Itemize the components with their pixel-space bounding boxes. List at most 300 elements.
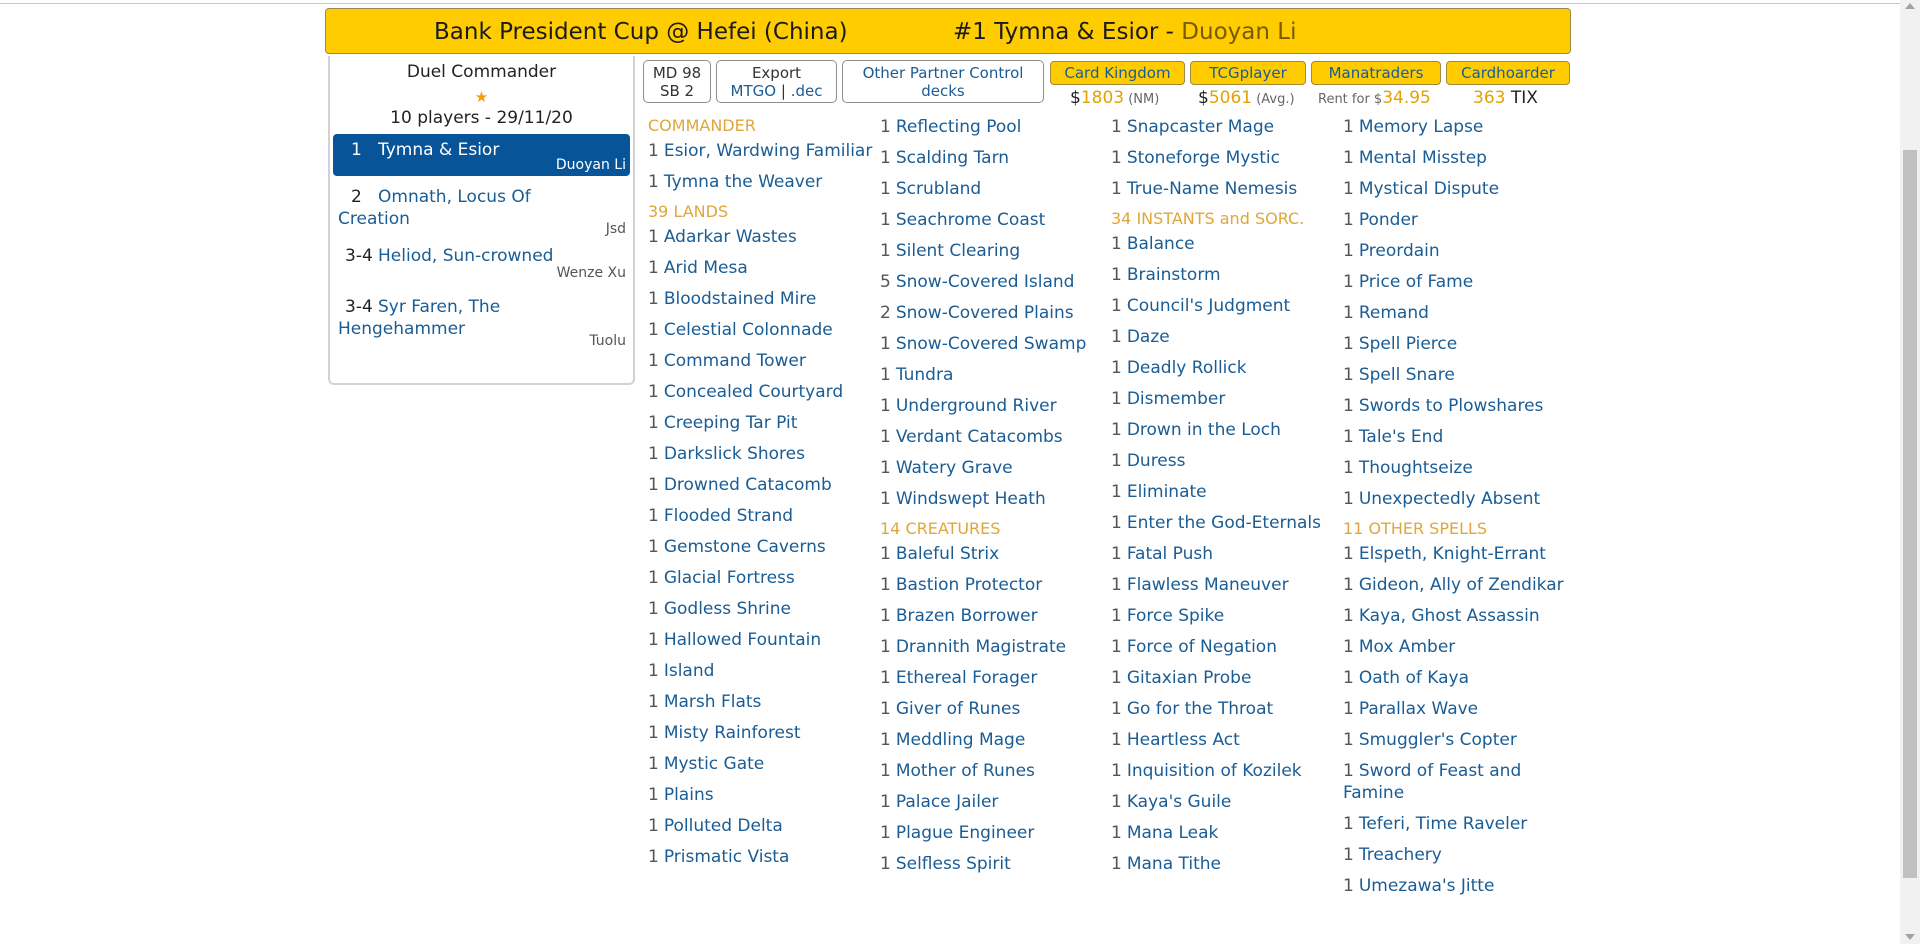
event-title[interactable]: Bank President Cup @ Hefei (China) [434, 19, 848, 45]
card-name[interactable]: Selfless Spirit [895, 854, 1011, 874]
export-label: Export [751, 64, 802, 82]
standing-pilot: Wenze Xu [556, 265, 626, 281]
card-entry[interactable] [648, 598, 876, 620]
card-quantity: 1 [1111, 699, 1122, 719]
card-name[interactable]: Gitaxian Probe [1126, 668, 1252, 688]
sideboard-count: SB 2 [659, 82, 695, 100]
decklist-column-1 [648, 116, 876, 877]
card-entry[interactable] [1343, 844, 1571, 866]
card-name[interactable]: Parallax Wave [1358, 699, 1479, 719]
card-quantity: 1 [648, 816, 659, 836]
card-entry[interactable] [648, 784, 876, 806]
card-quantity: 1 [648, 413, 659, 433]
card-entry[interactable] [1343, 636, 1571, 658]
event-panel [328, 56, 635, 385]
card-entry[interactable] [648, 226, 876, 248]
card-name[interactable]: Brainstorm [1126, 265, 1221, 285]
card-name[interactable]: Tymna the Weaver [663, 172, 823, 192]
card-quantity: 1 [880, 792, 891, 812]
card-entry[interactable] [880, 271, 1108, 293]
price-amount: 5061 [1208, 88, 1253, 108]
card-entry[interactable] [880, 760, 1108, 782]
card-entry[interactable] [1343, 333, 1571, 355]
card-entry[interactable] [1343, 147, 1571, 169]
card-entry[interactable] [1111, 388, 1339, 410]
card-entry[interactable] [648, 722, 876, 744]
card-name[interactable]: Daze [1126, 327, 1170, 347]
card-entry[interactable] [1111, 233, 1339, 255]
price-suffix: (NM) [1124, 92, 1160, 107]
tcgplayer-price [1198, 88, 1295, 108]
card-quantity: 1 [1111, 234, 1122, 254]
price-amount: 363 [1473, 88, 1506, 108]
card-quantity: 1 [880, 606, 891, 626]
card-entry[interactable] [1111, 295, 1339, 317]
card-entry[interactable] [648, 412, 876, 434]
card-quantity: 1 [880, 854, 891, 874]
card-quantity: 1 [1111, 544, 1122, 564]
card-entry[interactable] [880, 698, 1108, 720]
card-entry[interactable] [1343, 813, 1571, 835]
card-quantity: 1 [880, 458, 891, 478]
card-quantity: 1 [880, 823, 891, 843]
card-name[interactable]: Island [663, 661, 715, 681]
card-name[interactable]: Smuggler's Copter [1358, 730, 1517, 750]
card-entry[interactable] [1343, 760, 1571, 804]
card-entry[interactable] [648, 846, 876, 868]
card-name[interactable]: Misty Rainforest [663, 723, 801, 743]
card-name[interactable]: Heartless Act [1126, 730, 1240, 750]
standing-deck[interactable]: Heliod, Sun-crowned [378, 246, 554, 266]
card-entry[interactable] [1111, 178, 1339, 200]
card-quantity: 1 [1111, 575, 1122, 595]
card-name[interactable]: Scrubland [895, 179, 982, 199]
card-name[interactable]: Inquisition of Kozilek [1126, 761, 1302, 781]
scroll-up-arrow-icon[interactable] [1905, 3, 1915, 9]
player-name[interactable]: Duoyan Li [1181, 19, 1297, 45]
card-name[interactable]: Snapcaster Mage [1126, 117, 1275, 137]
card-entry[interactable] [648, 288, 876, 310]
card-entry[interactable] [1343, 302, 1571, 324]
card-quantity: 1 [1343, 845, 1354, 865]
card-entry[interactable] [880, 853, 1108, 875]
standing-rank: 3-4 [345, 246, 373, 266]
card-quantity: 1 [1111, 420, 1122, 440]
card-name[interactable]: Fatal Push [1126, 544, 1214, 564]
card-quantity: 1 [1343, 668, 1354, 688]
card-name[interactable]: Giver of Runes [895, 699, 1021, 719]
card-quantity: 1 [1343, 606, 1354, 626]
card-name[interactable]: Polluted Delta [663, 816, 783, 836]
card-entry[interactable] [1111, 760, 1339, 782]
card-name[interactable]: Mystic Gate [663, 754, 765, 774]
card-name[interactable]: Watery Grave [895, 458, 1013, 478]
card-entry[interactable] [1343, 395, 1571, 417]
card-entry[interactable] [1343, 875, 1571, 897]
card-quantity: 1 [648, 568, 659, 588]
card-entry[interactable] [880, 667, 1108, 689]
card-kingdom-button[interactable]: Card Kingdom [1050, 61, 1185, 85]
card-name[interactable]: Spell Pierce [1358, 334, 1458, 354]
card-entry[interactable] [1111, 853, 1339, 875]
card-entry[interactable] [1111, 822, 1339, 844]
card-name[interactable]: Plains [663, 785, 714, 805]
card-name[interactable]: Remand [1358, 303, 1429, 323]
card-quantity: 1 [880, 117, 891, 137]
card-name[interactable]: Snow-Covered Island [895, 272, 1075, 292]
event-star-icon: ★ [474, 88, 489, 106]
card-entry[interactable] [1343, 729, 1571, 751]
card-name[interactable]: Dismember [1126, 389, 1226, 409]
card-name[interactable]: Plague Engineer [895, 823, 1035, 843]
card-entry[interactable] [648, 536, 876, 558]
card-name[interactable]: Force Spike [1126, 606, 1225, 626]
card-name[interactable]: Enter the God-Eternals [1126, 513, 1321, 533]
card-name[interactable]: Drowned Catacomb [663, 475, 832, 495]
card-name[interactable]: Mental Misstep [1358, 148, 1487, 168]
card-entry[interactable] [1343, 543, 1571, 565]
card-name[interactable]: Ponder [1358, 210, 1418, 230]
card-name[interactable]: Flooded Strand [663, 506, 794, 526]
standing-rank: 1 [351, 140, 362, 160]
card-name[interactable]: Swords to Plowshares [1358, 396, 1544, 416]
card-name[interactable]: Mana Tithe [1126, 854, 1221, 874]
card-name[interactable]: Reflecting Pool [895, 117, 1022, 137]
card-entry[interactable] [1343, 698, 1571, 720]
card-quantity: 1 [1343, 699, 1354, 719]
card-name[interactable]: Go for the Throat [1126, 699, 1274, 719]
card-name[interactable]: Mother of Runes [895, 761, 1035, 781]
card-name[interactable]: Memory Lapse [1358, 117, 1484, 137]
card-name[interactable]: Drannith Magistrate [895, 637, 1067, 657]
card-entry[interactable] [648, 319, 876, 341]
card-entry[interactable] [648, 691, 876, 713]
card-name[interactable]: Snow-Covered Swamp [895, 334, 1087, 354]
card-entry[interactable] [1343, 364, 1571, 386]
card-entry[interactable] [1111, 636, 1339, 658]
card-quantity: 1 [1343, 272, 1354, 292]
scroll-down-arrow-icon[interactable] [1905, 934, 1915, 940]
card-entry[interactable] [880, 240, 1108, 262]
card-quantity: 1 [1343, 303, 1354, 323]
card-quantity: 1 [1111, 117, 1122, 137]
card-entry[interactable] [1111, 698, 1339, 720]
card-entry[interactable] [880, 426, 1108, 448]
card-entry[interactable] [648, 660, 876, 682]
card-entry[interactable] [880, 178, 1108, 200]
deck-title [953, 19, 1296, 45]
card-name[interactable]: Balance [1126, 234, 1195, 254]
card-entry[interactable] [648, 140, 876, 162]
card-name[interactable]: Council's Judgment [1126, 296, 1291, 316]
card-entry[interactable] [880, 364, 1108, 386]
manatraders-price [1318, 88, 1431, 108]
card-quantity: 1 [648, 382, 659, 402]
card-entry[interactable] [1343, 605, 1571, 627]
card-entry[interactable] [648, 171, 876, 193]
other-partner-decks-button[interactable]: Other Partner Control decks [842, 60, 1044, 103]
card-quantity: 1 [880, 761, 891, 781]
card-entry[interactable] [1111, 116, 1339, 138]
card-quantity: 1 [648, 320, 659, 340]
card-name[interactable]: Mystical Dispute [1358, 179, 1500, 199]
card-name[interactable]: Underground River [895, 396, 1057, 416]
card-quantity: 1 [648, 754, 659, 774]
card-entry[interactable] [1343, 457, 1571, 479]
card-kingdom-price [1070, 88, 1159, 108]
card-quantity: 1 [1343, 575, 1354, 595]
card-entry[interactable] [880, 543, 1108, 565]
card-entry[interactable] [1111, 147, 1339, 169]
card-name[interactable]: Kaya, Ghost Assassin [1358, 606, 1540, 626]
deck-label: #1 Tymna & Esior - [953, 19, 1182, 45]
card-name[interactable]: Hallowed Fountain [663, 630, 822, 650]
card-quantity: 5 [880, 272, 891, 292]
card-quantity: 1 [648, 444, 659, 464]
card-name[interactable]: Deadly Rollick [1126, 358, 1247, 378]
card-name[interactable]: Preordain [1358, 241, 1440, 261]
card-name[interactable]: Tundra [895, 365, 954, 385]
card-name[interactable]: Baleful Strix [895, 544, 1000, 564]
card-name[interactable]: Palace Jailer [895, 792, 999, 812]
card-entry[interactable] [648, 350, 876, 372]
card-quantity: 1 [1343, 876, 1354, 896]
export-mtgo-link[interactable]: MTGO [730, 82, 777, 100]
card-entry[interactable] [648, 505, 876, 527]
price-prefix: $ [1198, 88, 1209, 108]
standing-row[interactable] [333, 182, 630, 238]
card-name[interactable]: Oath of Kaya [1358, 668, 1470, 688]
card-name[interactable]: Adarkar Wastes [663, 227, 797, 247]
event-players-date: 10 players - 29/11/20 [390, 108, 573, 128]
cardhoarder-button[interactable]: Cardhoarder [1446, 61, 1570, 85]
card-quantity: 1 [648, 630, 659, 650]
card-entry[interactable] [1111, 605, 1339, 627]
section-header: 14 CREATURES [880, 519, 1001, 538]
card-name[interactable]: Brazen Borrower [895, 606, 1038, 626]
card-name[interactable]: Snow-Covered Plains [895, 303, 1074, 323]
card-entry[interactable] [1111, 512, 1339, 534]
card-name[interactable]: Prismatic Vista [663, 847, 790, 867]
card-entry[interactable] [1111, 481, 1339, 503]
card-entry[interactable] [1343, 667, 1571, 689]
card-quantity: 1 [880, 637, 891, 657]
card-entry[interactable] [1343, 209, 1571, 231]
card-entry[interactable] [880, 333, 1108, 355]
event-format: Duel Commander [406, 62, 557, 82]
card-quantity: 1 [648, 351, 659, 371]
card-name[interactable]: Verdant Catacombs [895, 427, 1063, 447]
card-quantity: 1 [880, 334, 891, 354]
card-name[interactable]: Flawless Maneuver [1126, 575, 1289, 595]
card-quantity: 2 [880, 303, 891, 323]
standing-deck[interactable]: Tymna & Esior [378, 140, 500, 160]
card-name[interactable]: Celestial Colonnade [663, 320, 833, 340]
card-entry[interactable] [1111, 574, 1339, 596]
card-name[interactable]: True-Name Nemesis [1126, 179, 1298, 199]
card-quantity: 1 [1111, 482, 1122, 502]
card-name[interactable]: Teferi, Time Raveler [1358, 814, 1528, 834]
card-quantity: 1 [880, 427, 891, 447]
card-name[interactable]: Mana Leak [1126, 823, 1219, 843]
card-entry[interactable] [648, 753, 876, 775]
card-name[interactable]: Stoneforge Mystic [1126, 148, 1280, 168]
card-quantity: 1 [1343, 210, 1354, 230]
page-top-border [0, 3, 1900, 4]
card-entry[interactable] [880, 605, 1108, 627]
card-entry[interactable] [1343, 240, 1571, 262]
card-entry[interactable] [1111, 264, 1339, 286]
card-quantity: 1 [648, 258, 659, 278]
card-name[interactable]: Creeping Tar Pit [663, 413, 798, 433]
card-name[interactable]: Unexpectedly Absent [1358, 489, 1541, 509]
card-name[interactable]: Tale's End [1358, 427, 1444, 447]
card-entry[interactable] [880, 729, 1108, 751]
card-quantity: 1 [648, 289, 659, 309]
export-box [716, 60, 837, 103]
scroll-thumb[interactable] [1903, 150, 1917, 878]
card-entry[interactable] [648, 567, 876, 589]
card-name[interactable]: Gideon, Ally of Zendikar [1358, 575, 1564, 595]
card-name[interactable]: Eliminate [1126, 482, 1207, 502]
card-entry[interactable] [648, 381, 876, 403]
card-entry[interactable] [1111, 543, 1339, 565]
card-name[interactable]: Bloodstained Mire [663, 289, 817, 309]
card-quantity: 1 [1111, 668, 1122, 688]
card-quantity: 1 [648, 475, 659, 495]
card-name[interactable]: Force of Negation [1126, 637, 1277, 657]
cardhoarder-price [1473, 88, 1538, 108]
standing-row[interactable] [333, 134, 630, 176]
card-name[interactable]: Gemstone Caverns [663, 537, 826, 557]
card-name[interactable]: Thoughtseize [1358, 458, 1473, 478]
card-entry[interactable] [880, 116, 1108, 138]
card-quantity: 1 [880, 699, 891, 719]
card-quantity: 1 [1111, 296, 1122, 316]
card-entry[interactable] [648, 815, 876, 837]
export-dec-link[interactable]: .dec [790, 82, 823, 100]
card-name[interactable]: Concealed Courtyard [663, 382, 844, 402]
card-quantity: 1 [1343, 179, 1354, 199]
card-name[interactable]: Drown in the Loch [1126, 420, 1281, 440]
card-name[interactable]: Arid Mesa [663, 258, 748, 278]
card-entry[interactable] [648, 474, 876, 496]
card-entry[interactable] [880, 395, 1108, 417]
card-entry[interactable] [648, 257, 876, 279]
card-entry[interactable] [880, 457, 1108, 479]
card-quantity: 1 [1111, 358, 1122, 378]
card-entry[interactable] [1343, 574, 1571, 596]
card-name[interactable]: Duress [1126, 451, 1186, 471]
deck-title-bar [325, 8, 1571, 54]
card-entry[interactable] [880, 209, 1108, 231]
card-quantity: 1 [880, 730, 891, 750]
card-entry[interactable] [1111, 791, 1339, 813]
card-name[interactable]: Sword of Feast and Famine [1343, 761, 1522, 803]
standing-row[interactable] [333, 294, 630, 354]
card-name[interactable]: Treachery [1358, 845, 1442, 865]
card-entry[interactable] [1343, 488, 1571, 510]
card-entry[interactable] [880, 822, 1108, 844]
manatraders-button[interactable]: Manatraders [1311, 61, 1441, 85]
card-entry[interactable] [1111, 729, 1339, 751]
card-name[interactable]: Bastion Protector [895, 575, 1043, 595]
card-quantity: 1 [880, 544, 891, 564]
card-entry[interactable] [1343, 426, 1571, 448]
standing-row[interactable] [333, 242, 630, 286]
card-entry[interactable] [880, 302, 1108, 324]
card-name[interactable]: Esior, Wardwing Familiar [663, 141, 873, 161]
card-name[interactable]: Umezawa's Jitte [1358, 876, 1495, 896]
card-quantity: 1 [1343, 458, 1354, 478]
card-name[interactable]: Seachrome Coast [895, 210, 1046, 230]
scrollbar[interactable] [1900, 0, 1920, 944]
standing-deck[interactable]: Syr Faren, The Hengehammer [338, 297, 501, 339]
card-quantity: 1 [648, 172, 659, 192]
card-name[interactable]: Spell Snare [1358, 365, 1455, 385]
card-quantity: 1 [1111, 451, 1122, 471]
card-quantity: 1 [1343, 117, 1354, 137]
card-quantity: 1 [880, 241, 891, 261]
card-name[interactable]: Silent Clearing [895, 241, 1021, 261]
price-amount: 1803 [1080, 88, 1125, 108]
card-name[interactable]: Darkslick Shores [663, 444, 805, 464]
card-quantity: 1 [1111, 389, 1122, 409]
card-name[interactable]: Elspeth, Knight-Errant [1358, 544, 1546, 564]
card-quantity: 1 [648, 847, 659, 867]
card-name[interactable]: Glacial Fortress [663, 568, 795, 588]
card-entry[interactable] [1343, 178, 1571, 200]
card-entry[interactable] [648, 629, 876, 651]
card-entry[interactable] [880, 636, 1108, 658]
card-entry[interactable] [1111, 450, 1339, 472]
standing-pilot: Tuolu [589, 333, 626, 349]
card-entry[interactable] [648, 443, 876, 465]
standing-deck[interactable]: Omnath, Locus Of Creation [338, 187, 531, 229]
card-name[interactable]: Command Tower [663, 351, 806, 371]
card-entry[interactable] [1111, 667, 1339, 689]
card-quantity: 1 [1343, 365, 1354, 385]
card-entry[interactable] [880, 791, 1108, 813]
card-quantity: 1 [880, 668, 891, 688]
card-quantity: 1 [648, 692, 659, 712]
card-entry[interactable] [1111, 419, 1339, 441]
card-name[interactable]: Price of Fame [1358, 272, 1474, 292]
card-name[interactable]: Godless Shrine [663, 599, 792, 619]
card-quantity: 1 [648, 537, 659, 557]
card-name[interactable]: Scalding Tarn [895, 148, 1010, 168]
card-entry[interactable] [1343, 271, 1571, 293]
card-quantity: 1 [1111, 854, 1122, 874]
card-name[interactable]: Kaya's Guile [1126, 792, 1232, 812]
tcgplayer-button[interactable]: TCGplayer [1190, 61, 1306, 85]
card-entry[interactable] [880, 147, 1108, 169]
card-name[interactable]: Ethereal Forager [895, 668, 1038, 688]
card-entry[interactable] [1111, 357, 1339, 379]
card-entry[interactable] [880, 574, 1108, 596]
card-quantity: 1 [1111, 730, 1122, 750]
card-entry[interactable] [1343, 116, 1571, 138]
standing-pilot: Duoyan Li [555, 157, 626, 173]
card-name[interactable]: Marsh Flats [663, 692, 762, 712]
card-entry[interactable] [880, 488, 1108, 510]
card-quantity: 1 [1111, 823, 1122, 843]
card-entry[interactable] [1111, 326, 1339, 348]
card-name[interactable]: Meddling Mage [895, 730, 1026, 750]
card-quantity: 1 [1343, 761, 1354, 781]
card-name[interactable]: Mox Amber [1358, 637, 1456, 657]
card-name[interactable]: Windswept Heath [895, 489, 1046, 509]
